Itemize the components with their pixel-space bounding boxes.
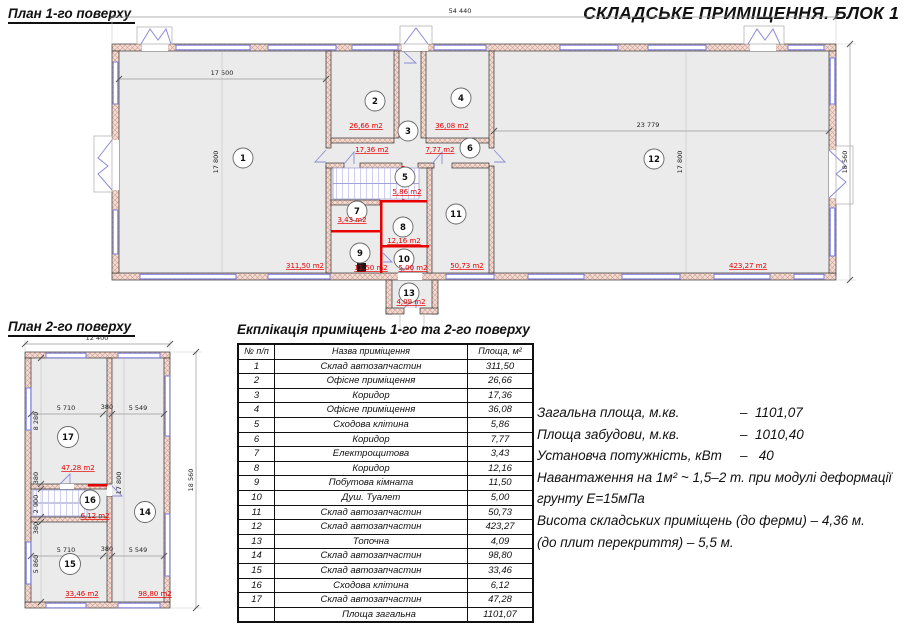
explication-title: Екплікація приміщень 1-го та 2-го поверху xyxy=(237,322,530,337)
dim-overall-width: 12 400 xyxy=(85,334,109,342)
area-label: 4,09 m2 xyxy=(396,298,426,306)
dim-left-d: 380 xyxy=(32,521,40,535)
room-marker xyxy=(80,490,100,510)
area-label: 7,77 m2 xyxy=(425,146,455,154)
cell-name: Склад автозапчастин xyxy=(275,505,468,520)
room-marker xyxy=(398,121,418,141)
room-marker xyxy=(460,138,480,158)
dim-bottom-right: 5 549 xyxy=(128,546,148,554)
room-marker xyxy=(365,91,385,111)
cell-num: 16 xyxy=(238,578,275,593)
cell-num xyxy=(238,607,275,622)
cell-area: 47,28 xyxy=(468,593,534,608)
cell-name: Склад автозапчастин xyxy=(275,563,468,578)
table-row xyxy=(238,388,533,403)
plan1-title: План 1-го поверху xyxy=(8,6,135,24)
dim-left-a: 8 280 xyxy=(32,411,40,431)
area-label: 26,66 m2 xyxy=(349,122,383,130)
room-marker xyxy=(233,148,253,168)
area-label: 6,12 m2 xyxy=(80,512,110,520)
svg-text:13: 13 xyxy=(403,289,415,299)
dim-right-height: 18 560 xyxy=(187,468,195,492)
svg-text:7: 7 xyxy=(354,207,360,217)
cell-area: 4,09 xyxy=(468,534,534,549)
dim-overall-width: 54 440 xyxy=(448,7,472,15)
cell-num: 8 xyxy=(238,461,275,476)
table-row xyxy=(238,520,533,535)
room-marker xyxy=(395,167,415,187)
note-label: Загальна площа, м.кв. xyxy=(537,405,680,420)
svg-text:2: 2 xyxy=(372,97,378,107)
cell-area: 36,08 xyxy=(468,403,534,418)
note-height-line2: (до плит перекриття) – 5,5 м. xyxy=(537,534,734,550)
floor2-interior xyxy=(31,358,164,602)
note-label: Площа забудови, м.кв. xyxy=(537,426,680,442)
area-label: 33,46 m2 xyxy=(65,590,99,598)
table-row xyxy=(238,578,533,593)
table-header-row xyxy=(238,344,533,359)
cell-num: 4 xyxy=(238,403,275,418)
dim-room12-height: 17 800 xyxy=(676,150,684,174)
note-building-area xyxy=(537,424,904,446)
table-row xyxy=(238,505,533,520)
note-power xyxy=(537,445,904,467)
cell-name: Побутова кімната xyxy=(275,476,468,491)
cell-area: 98,80 xyxy=(468,549,534,564)
cell-num: 13 xyxy=(238,534,275,549)
svg-text:15: 15 xyxy=(64,560,76,570)
dim-right-height: 18 560 xyxy=(841,150,849,174)
svg-text:10: 10 xyxy=(398,255,410,265)
note-total-area xyxy=(537,402,904,424)
svg-text:8: 8 xyxy=(400,223,406,233)
cell-num: 7 xyxy=(238,447,275,462)
cell-name: Душ. Туалет xyxy=(275,490,468,505)
dim-room12-width: 23 779 xyxy=(636,121,660,129)
cell-name: Склад автозапчастин xyxy=(275,520,468,535)
dim-top-left: 5 710 xyxy=(56,404,76,412)
dim-mid-height: 17 800 xyxy=(115,471,123,495)
cell-num: 6 xyxy=(238,432,275,447)
dim-left-b: 380 xyxy=(32,471,40,485)
room-marker xyxy=(60,554,81,575)
note-value: – 40 xyxy=(740,448,774,464)
col-header-area: Площа, м² xyxy=(468,344,534,359)
table-row xyxy=(238,549,533,564)
cell-num: 9 xyxy=(238,476,275,491)
note-height-line1: Висота складських приміщень (до ферми) – 4,36 м. xyxy=(537,512,865,528)
cell-area: 50,73 xyxy=(468,505,534,520)
cell-name: Склад автозапчастин xyxy=(275,593,468,608)
svg-text:5: 5 xyxy=(402,173,408,183)
room-marker xyxy=(644,149,664,169)
table-row xyxy=(238,563,533,578)
note-value: – 1101,07 xyxy=(740,405,803,420)
table-total-row xyxy=(238,607,533,622)
room-marker xyxy=(135,502,156,523)
dim-top-right: 5 549 xyxy=(128,404,148,412)
cell-name: Офісне приміщення xyxy=(275,374,468,389)
cell-name: Коридор xyxy=(275,461,468,476)
cell-name: Офісне приміщення xyxy=(275,403,468,418)
area-label: 423,27 m2 xyxy=(729,262,767,270)
cell-area: 3,43 xyxy=(468,447,534,462)
explication-table xyxy=(237,343,534,623)
area-label: 12,16 m2 xyxy=(387,237,421,245)
svg-text:4: 4 xyxy=(458,94,464,104)
explication-block xyxy=(237,322,533,623)
room-marker xyxy=(350,243,370,263)
cell-area: 5,00 xyxy=(468,490,534,505)
dim-top-mid: 380 xyxy=(100,403,114,411)
dim-room1-width: 17 500 xyxy=(210,69,234,77)
cell-area: 26,66 xyxy=(468,374,534,389)
cell-area: 311,50 xyxy=(468,359,534,374)
note-load-line1: Навантаження на 1м² ~ 1,5–2 т. при модулі деформації xyxy=(537,469,892,485)
cell-area: 17,36 xyxy=(468,388,534,403)
cell-area: 11,50 xyxy=(468,476,534,491)
note-load-line2: грунту Е=15мПа xyxy=(537,491,645,507)
cell-num: 11 xyxy=(238,505,275,520)
note-value: – 1010,40 xyxy=(740,426,804,442)
table-row xyxy=(238,432,533,447)
general-notes xyxy=(537,402,904,553)
plan2-title: План 2-го поверху xyxy=(8,319,135,337)
area-label: 17,36 m2 xyxy=(355,146,389,154)
area-label: 3,43 m2 xyxy=(337,216,367,224)
cell-name: Сходова клітина xyxy=(275,578,468,593)
cell-name: Топочна xyxy=(275,534,468,549)
table-row xyxy=(238,476,533,491)
note-label: Установча потужність, кВт xyxy=(537,448,722,464)
sheet-title: СКЛАДСЬКЕ ПРИМІЩЕННЯ. БЛОК 1 xyxy=(583,3,899,23)
table-row xyxy=(238,490,533,505)
cell-num: 14 xyxy=(238,549,275,564)
cell-name: Склад автозапчастин xyxy=(275,549,468,564)
cell-area: 1101,07 xyxy=(468,607,534,622)
area-label: 47,28 m2 xyxy=(61,464,95,472)
dim-bottom-left: 5 710 xyxy=(56,546,76,554)
svg-text:1: 1 xyxy=(240,154,246,164)
area-label: 5,86 m2 xyxy=(392,188,422,196)
cell-name: Площа загальна xyxy=(275,607,468,622)
area-label: 50,73 m2 xyxy=(450,262,484,270)
cell-name: Електрощитова xyxy=(275,447,468,462)
table-row xyxy=(238,403,533,418)
cell-num: 1 xyxy=(238,359,275,374)
floor2-red-partitions xyxy=(88,484,107,487)
svg-text:11: 11 xyxy=(450,210,462,220)
svg-text:14: 14 xyxy=(139,508,151,518)
svg-text:6: 6 xyxy=(467,144,473,154)
room-marker xyxy=(58,427,79,448)
cell-num: 5 xyxy=(238,417,275,432)
table-row xyxy=(238,593,533,608)
cell-name: Коридор xyxy=(275,432,468,447)
dim-left-e: 5 860 xyxy=(32,554,40,574)
cell-num: 12 xyxy=(238,520,275,535)
cell-area: 423,27 xyxy=(468,520,534,535)
cell-name: Склад автозапчастин xyxy=(275,359,468,374)
area-label: 98,80 m2 xyxy=(138,590,172,598)
svg-text:9: 9 xyxy=(357,249,363,259)
dim-room1-height: 17 800 xyxy=(212,150,220,174)
area-label: 311,50 m2 xyxy=(286,262,324,270)
area-label: 5,00 m2 xyxy=(398,264,428,272)
svg-text:17: 17 xyxy=(62,433,74,443)
cell-num: 3 xyxy=(238,388,275,403)
floor2-plan-drawing xyxy=(0,318,230,635)
col-header-name: Назва приміщення xyxy=(275,344,468,359)
table-row xyxy=(238,359,533,374)
dim-bottom-mid: 380 xyxy=(100,545,114,553)
cell-area: 12,16 xyxy=(468,461,534,476)
table-row xyxy=(238,461,533,476)
col-header-num: № п/п xyxy=(238,344,275,359)
cell-num: 2 xyxy=(238,374,275,389)
room-marker xyxy=(446,204,466,224)
cell-num: 15 xyxy=(238,563,275,578)
cell-name: Сходова клітина xyxy=(275,417,468,432)
cell-area: 33,46 xyxy=(468,563,534,578)
area-label: 36,08 m2 xyxy=(435,122,469,130)
table-row xyxy=(238,417,533,432)
room-marker xyxy=(451,88,471,108)
dim-left-c: 2 900 xyxy=(32,494,40,514)
table-row xyxy=(238,374,533,389)
table-row xyxy=(238,534,533,549)
room-marker xyxy=(393,217,413,237)
cell-name: Коридор xyxy=(275,388,468,403)
cell-area: 5,86 xyxy=(468,417,534,432)
svg-text:16: 16 xyxy=(84,496,96,506)
cell-num: 10 xyxy=(238,490,275,505)
svg-text:3: 3 xyxy=(405,127,411,137)
cell-area: 7,77 xyxy=(468,432,534,447)
area-label: 11,50 m2 xyxy=(354,264,388,272)
cell-num: 17 xyxy=(238,593,275,608)
table-row xyxy=(238,447,533,462)
svg-text:12: 12 xyxy=(648,155,660,165)
cell-area: 6,12 xyxy=(468,578,534,593)
